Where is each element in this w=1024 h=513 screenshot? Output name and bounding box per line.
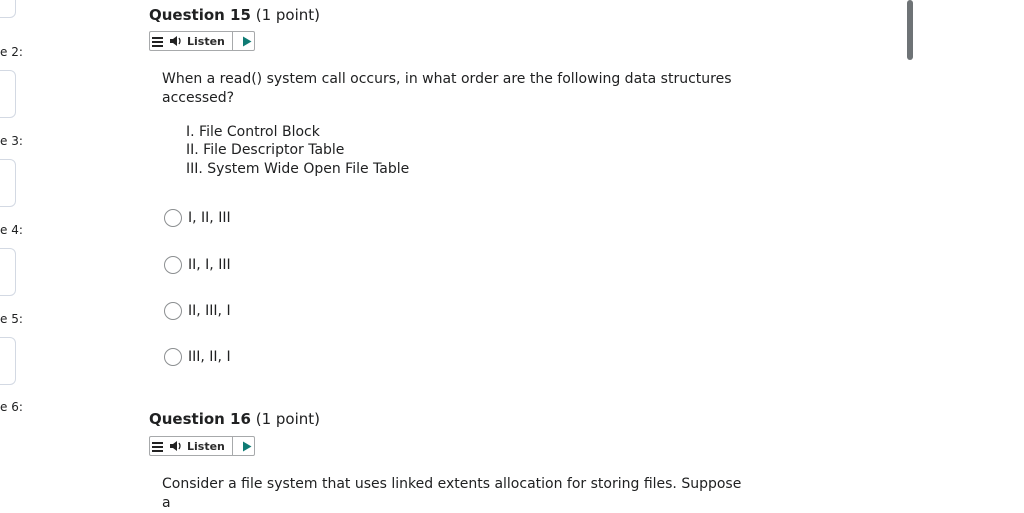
- radio-button[interactable]: [164, 348, 182, 366]
- nav-item-label[interactable]: e 6:: [0, 400, 23, 414]
- list-item: I. File Control Block: [186, 124, 320, 140]
- question-number: Question 16: [149, 410, 251, 428]
- answer-option[interactable]: [164, 208, 231, 228]
- toolbar-divider: [232, 437, 233, 455]
- speaker-icon: [169, 440, 183, 452]
- radio-button[interactable]: [164, 256, 182, 274]
- listen-toolbar: [149, 436, 255, 456]
- nav-question-box[interactable]: [0, 70, 16, 118]
- listen-toolbar: [149, 31, 255, 51]
- question-number: Question 15: [149, 6, 251, 24]
- question-title: [149, 410, 320, 428]
- nav-item-label[interactable]: e 3:: [0, 134, 23, 148]
- scrollbar-thumb[interactable]: [907, 0, 913, 60]
- radio-button[interactable]: [164, 209, 182, 227]
- answer-option[interactable]: [164, 347, 231, 367]
- play-icon[interactable]: [242, 36, 252, 47]
- option-label[interactable]: III, II, I: [188, 349, 231, 365]
- listen-button[interactable]: Listen: [187, 439, 225, 453]
- option-label[interactable]: I, II, III: [188, 210, 231, 226]
- answer-option[interactable]: [164, 301, 231, 321]
- nav-question-box[interactable]: [0, 248, 16, 296]
- option-label[interactable]: II, I, III: [188, 257, 231, 273]
- menu-icon[interactable]: [152, 37, 163, 48]
- nav-question-box[interactable]: [0, 159, 16, 207]
- nav-question-box[interactable]: [0, 337, 16, 385]
- toolbar-divider: [232, 32, 233, 50]
- menu-icon[interactable]: [152, 442, 163, 453]
- nav-item-label[interactable]: e 5:: [0, 312, 23, 326]
- question-title: [149, 6, 320, 24]
- question-prompt: When a read() system call occurs, in what order are the following data structures accessed?: [162, 71, 732, 106]
- play-icon[interactable]: [242, 441, 252, 452]
- list-item: III. System Wide Open File Table: [186, 161, 410, 177]
- option-label[interactable]: II, III, I: [188, 303, 231, 319]
- answer-option[interactable]: [164, 255, 231, 275]
- nav-item-label[interactable]: e 2:: [0, 45, 23, 59]
- question-points: (1 point): [255, 410, 320, 428]
- radio-button[interactable]: [164, 302, 182, 320]
- nav-question-box[interactable]: [0, 0, 16, 18]
- question-prompt: Consider a file system that uses linked extents allocation for storing files. Suppose a: [162, 476, 742, 511]
- question-points: (1 point): [255, 6, 320, 24]
- speaker-icon: [169, 35, 183, 47]
- nav-item-label[interactable]: e 4:: [0, 223, 23, 237]
- listen-button[interactable]: Listen: [187, 34, 225, 48]
- list-item: II. File Descriptor Table: [186, 142, 345, 158]
